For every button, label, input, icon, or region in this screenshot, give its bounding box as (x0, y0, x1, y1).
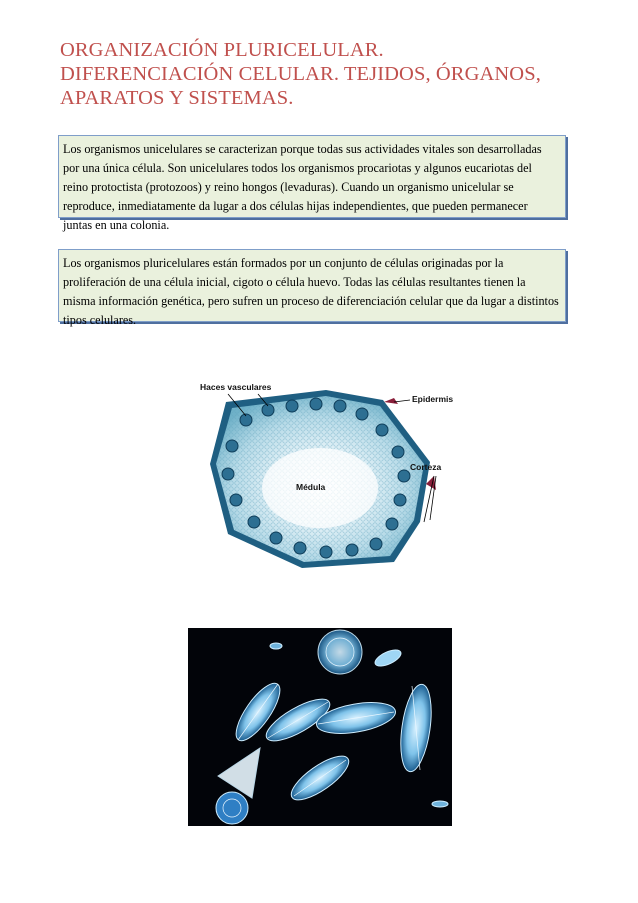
page-title (60, 38, 580, 110)
title-line-3: APARATOS Y SISTEMAS. (60, 87, 294, 109)
multicellular-paragraph: Los organismos pluricelulares están formados por un conjunto de células originadas por la proliferación de una célula inicial, cigoto o célula huevo. Todas las células resultantes tienen la misma información genética, pero sufren un proceso de diferenciación celular que da lugar a distintos tipos celulares. (63, 256, 559, 327)
diatoms-microscopy-figure (188, 628, 452, 826)
label-epidermis: Epidermis (412, 394, 454, 404)
title-line-2: DIFERENCIACIÓN CELULAR. TEJIDOS, ÓRGANOS, (60, 63, 541, 85)
title-line-1: ORGANIZACIÓN PLURICELULAR. (60, 39, 384, 61)
label-corteza: Corteza (410, 462, 442, 472)
unicellular-paragraph: Los organismos unicelulares se caracterizan porque todas sus actividades vitales son desarrolladas por una única célula. Son unicelulares todos los organismos procariotas y algunos eucariotas del reino protoctista (protozoos) y reino hongos (levaduras). Cuando un organismo unicelular se reproduce, inmediatamente da lugar a dos células hijas independientes, que pueden permanecer juntas en una colonia. (63, 142, 542, 232)
stem-cross-section-figure (198, 372, 460, 582)
label-medula: Médula (296, 482, 326, 492)
unicellular-text-box (58, 135, 566, 232)
label-haces-vasculares: Haces vasculares (200, 382, 272, 392)
stem-section (210, 390, 436, 568)
multicellular-text-box (58, 249, 566, 327)
